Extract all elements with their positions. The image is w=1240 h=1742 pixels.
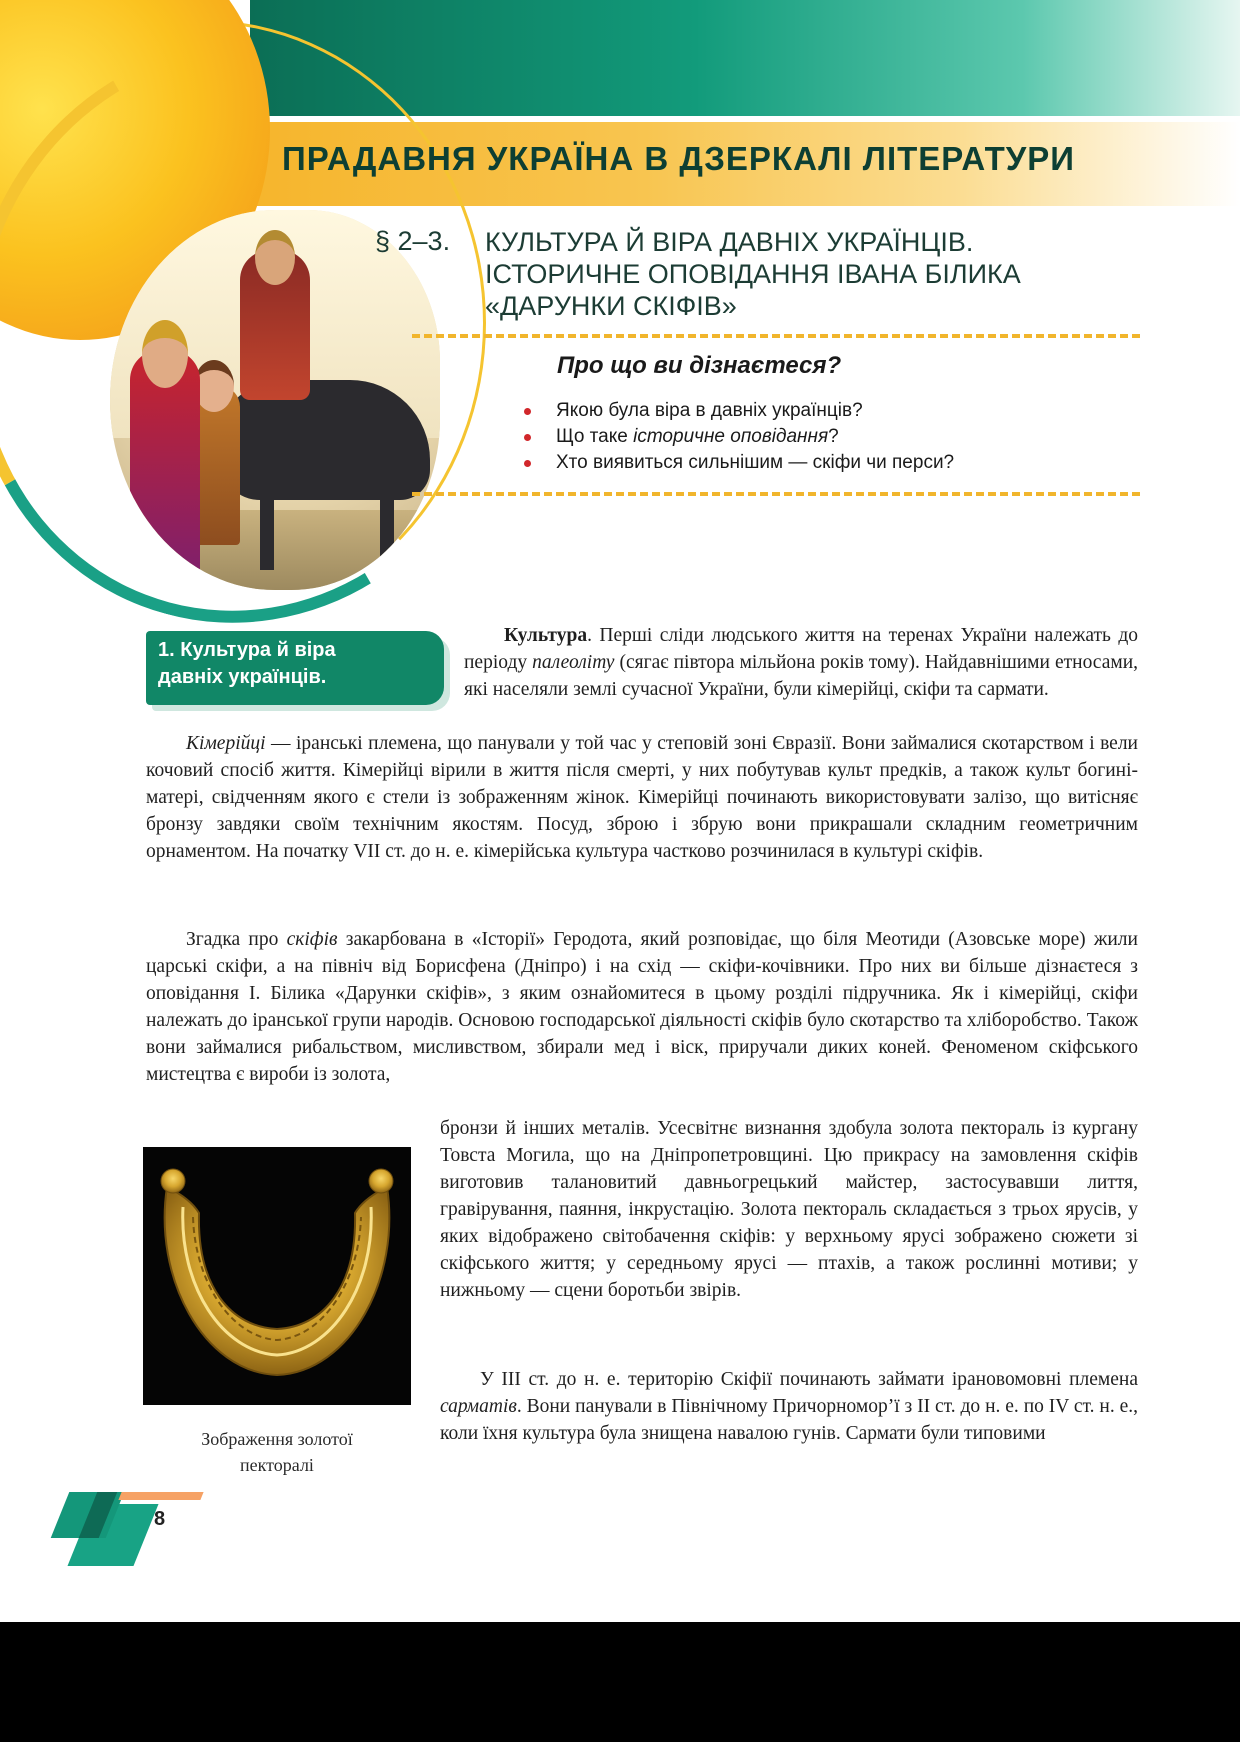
pectoral-photo [143, 1147, 411, 1405]
paragraph-scythians: Згадка про скіфів закарбована в «Історії» Геродота, який розповідає, що біля Меотиди (Азовське море) жили царські скіфи, а на північ від Борисфена (Дніпро) і на схід — скіфи-кочівники. Про них ви більше дізнаєтеся з оповідання І. Білика «Дарунки скіфів», з яким ознайомитеся в цьому розділі підручника. Як і кімерійці, скіфи належать до іранської групи народів. Основою господарської діяльності скіфів було скотарство та хліборобство. Також вони займалися рибальством, мисливством, збирали мед і віск, приручали диких коней. Феноменом скіфського мистецтва є вироби із золота, [146, 929, 1138, 1085]
paragraph-cimmerians: Кімерійці — іранські племена, що панували у той час у степовій зоні Євразії. Вони займалися скотарством і вели кочовий спосіб життя. Кімерійці вірили в життя після смерті, у них побутував культ предків, а також культ богині-матері, свідченням якого є стели із зображенням жінок. Кімерійці починають використовувати залізо, що витісняє бронзу завдяки своїм технічним якостям. Посуд, зброю і збрую вони прикрашали складним геометричним орнаментом. На початку VII ст. до н. е. кімерійська культура частково розчинилася в культурі скіфів. [146, 733, 1138, 862]
bullet-icon [524, 408, 531, 415]
page-number: 8 [154, 1508, 166, 1530]
scythians-illustration [110, 210, 440, 590]
list-item: Хто виявиться сильнішим — скіфи чи перси? [520, 450, 954, 476]
bullet-icon [524, 460, 531, 467]
paragraph-sarmatians: У III ст. до н. е. територію Скіфії починають займати ірановомовні племена сарматів. Вони панували в Північному Причорномор’ї з II ст. до н. е. по IV ст. н. е., коли їхня культура була знищена навалою гунів. Сармати були типовими [440, 1369, 1138, 1444]
list-item: Що таке історичне оповідання? [520, 424, 954, 450]
dashed-divider-top [412, 334, 1140, 338]
section-title-line: КУЛЬТУРА Й ВІРА ДАВНІХ УКРАЇНЦІВ. [485, 227, 974, 257]
bullet-icon [524, 434, 531, 441]
section-title-line: ІСТОРИЧНЕ ОПОВІДАННЯ ІВАНА БІЛИКА [485, 259, 1021, 289]
section-title [485, 226, 1185, 322]
paragraph-culture: Культура. Перші сліди людського життя на теренах України належать до періоду палеоліту (сягає півтора мільйона років тому). Найдавнішими етносами, які населяли землі сучасної України, були кімерійці, скіфи та сармати. [464, 625, 1139, 700]
section-number: § 2–3. [375, 226, 451, 256]
paragraph-pectoral: бронзи й інших металів. Усесвітнє визнання здобула золота пектораль із кургану Товста Могила, що на Дніпропетровщині. Цю прикрасу на замовлення скіфів виготовив талановитий давньогрецький майстер, застосувавши лиття, гравірування, паяння, інкрустацію. Золота пектораль складається з трьох ярусів, у яких відображено світобачення скіфів: у верхньому ярусі зображено сюжети зі скіфського життя; у середньому ярусі — птахів, а також рослинні мотиви; у нижньому — сцени боротьби звірів. [440, 1118, 1138, 1301]
learn-heading: Про що ви дізнаєтеся? [557, 352, 842, 379]
topic-heading: 1. Культура й віра давніх українців. [158, 639, 336, 688]
pectoral-image [143, 1147, 411, 1405]
figure-caption: Зображення золотої пекторалі [201, 1429, 353, 1475]
section-title-line: «ДАРУНКИ СКІФІВ» [485, 291, 737, 321]
chapter-title: ПРАДАВНЯ УКРАЇНА В ДЗЕРКАЛІ ЛІТЕРАТУРИ [282, 140, 1076, 177]
footer-decoration [118, 1492, 203, 1500]
dashed-divider-bottom [412, 492, 1140, 496]
list-item: Якою була віра в давніх українців? [520, 398, 954, 424]
learn-list [520, 398, 954, 476]
